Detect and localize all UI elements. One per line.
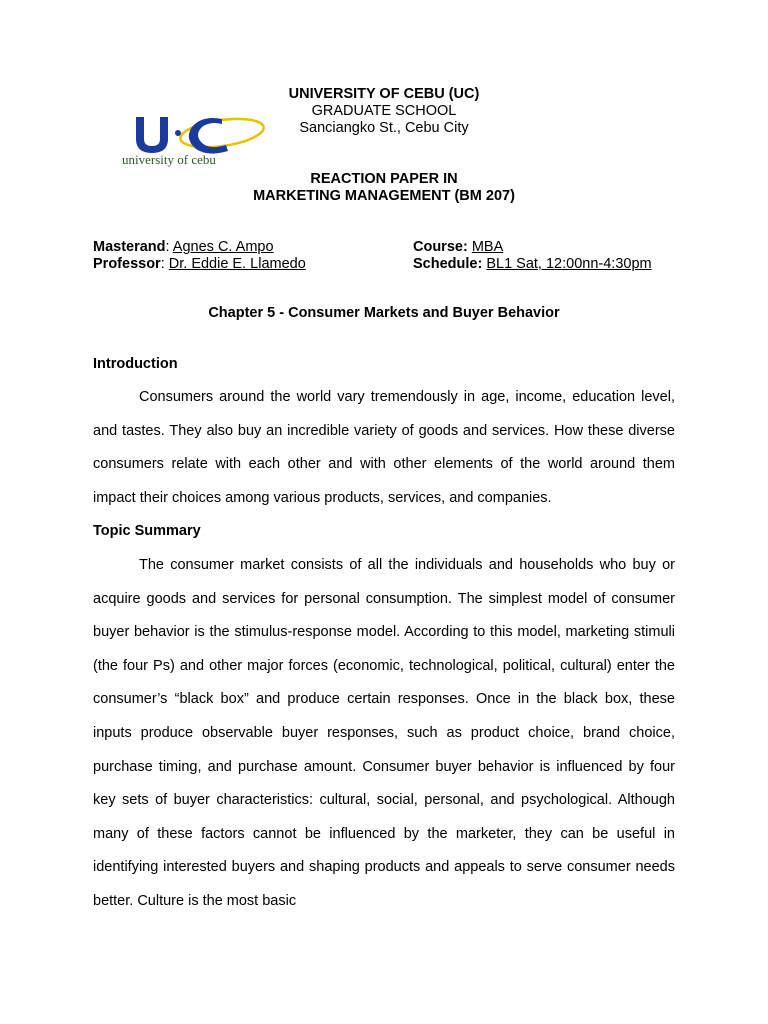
paper-title-line-2: MARKETING MANAGEMENT (BM 207) [253,188,515,204]
introduction-heading: Introduction [93,356,178,372]
course-value: MBA [471,239,504,255]
topic-summary-paragraph: The consumer market consists of all the individuals and households who buy or acquire goods and services for personal consumption. The simplest model of consumer buyer behavior is the stimulus-response model. According to this model, marketing stimuli (the four Ps) and other major forces (economic, technological, political, cultural) enter the consumer’s “black box” and produce certain responses. Once in the black box, these inputs produce observable buyer responses, such as product choice, brand choice, purchase timing, and purchase amount. Consumer buyer behavior is influenced by four key sets of buyer characteristics: cultural, social, personal, and psychological. Although many of these factors cannot be influenced by the marketer, they can be useful in identifying interested buyers and shaping products and appeals to serve consumer needs better. Culture is the most basic [93,557,675,909]
letterhead [0,86,768,137]
school-name: GRADUATE SCHOOL [311,103,457,119]
logo-tagline: university of cebu [122,152,216,167]
paper-title [0,171,768,205]
schedule-row [413,256,652,273]
course-label: Course: [413,239,468,255]
introduction-paragraph: Consumers around the world vary tremendously in age, income, education level, and tastes. They also buy an incredible variety of goods and services. How these diverse consumers relate with each other and with other elements of the world around them impact their choices among various products, services, and companies. [93,389,675,506]
schedule-value: BL1 Sat, 12:00nn-4:30pm [486,256,652,272]
masterand-label: Masterand [93,239,166,255]
schedule-label: Schedule: [413,256,483,272]
topic-summary-heading: Topic Summary [93,523,201,539]
chapter-title: Chapter 5 - Consumer Markets and Buyer Behavior [208,305,560,321]
masterand-value: Agnes C. Ampo [172,239,274,255]
professor-value: Dr. Eddie E. Llamedo [168,256,306,272]
masterand-row: Masterand: Agnes C. Ampo [93,239,274,255]
university-logo [118,113,280,167]
university-name: UNIVERSITY OF CEBU (UC) [288,86,480,102]
professor-row: Professor: Dr. Eddie E. Llamedo [93,256,306,272]
professor-label: Professor [93,256,161,272]
paper-title-line-1: REACTION PAPER IN [310,171,458,187]
course-row [413,239,503,256]
school-address: Sanciangko St., Cebu City [299,120,469,136]
